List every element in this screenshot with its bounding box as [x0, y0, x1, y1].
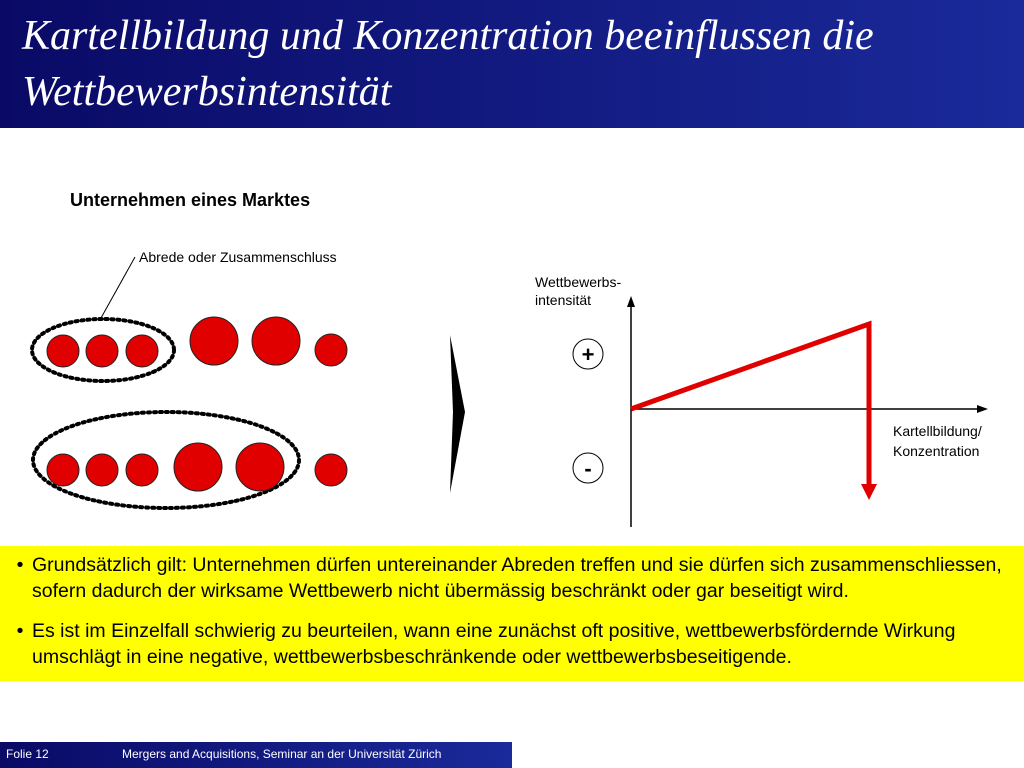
diagram-heading: Unternehmen eines Marktes	[70, 190, 311, 210]
footer-source: Mergers and Acquisitions, Seminar an der Universität Zürich	[122, 747, 442, 761]
x-axis-label: Kartellbildung/ Konzentration	[893, 423, 982, 459]
company-dot	[47, 335, 79, 367]
bullet-item	[8, 618, 1008, 670]
transition-arrow	[450, 335, 465, 493]
title-bar	[0, 0, 1024, 128]
plus-sign: +	[581, 342, 595, 367]
company-dot	[315, 454, 347, 486]
company-dot-large	[174, 443, 222, 491]
company-dot-large	[190, 317, 238, 365]
bullet-marker: •	[16, 554, 24, 576]
company-dot	[126, 454, 158, 486]
company-dot	[86, 454, 118, 486]
bullet-text: Grundsätzlich gilt: Unternehmen dürfen untereinander Abreden treffen und sie dürfen sich zusammenschliessen, sofern dadurch der wirksame Wettbewerb nicht übermässig beschränkt oder gar beseitigt wird.	[32, 554, 1002, 602]
company-dot	[86, 335, 118, 367]
company-dot-large	[252, 317, 300, 365]
trend-arrowhead	[861, 484, 877, 500]
callout-label: Abrede oder Zusammenschluss	[139, 249, 337, 265]
footer-bar	[0, 742, 512, 768]
slide-number: Folie 12	[6, 747, 49, 761]
company-dot	[126, 335, 158, 367]
bullet-item	[8, 552, 1008, 604]
minus-sign: -	[584, 456, 592, 481]
y-axis-arrowhead	[627, 296, 635, 307]
company-dot	[315, 334, 347, 366]
y-axis-label: Wettbewerbs- intensität	[535, 274, 622, 308]
company-dot	[47, 454, 79, 486]
bullet-text: Es ist im Einzelfall schwierig zu beurteilen, wann eine zunächst oft positive, wettbewerbsfördernde Wirkung umschlägt in eine negative, wettbewerbsbeschränkende oder wettbewerbsbeseitigende.	[32, 620, 956, 668]
market-diagram	[0, 128, 1024, 546]
key-points-list	[8, 552, 1008, 684]
x-axis-arrowhead	[977, 405, 988, 413]
competition-trend-line	[631, 324, 869, 486]
company-dot-large	[236, 443, 284, 491]
bullet-marker: •	[16, 620, 24, 642]
slide-title: Kartellbildung und Konzentration beeinflussen die Wettbewerbsintensität	[22, 13, 874, 115]
callout-leader-line	[101, 257, 135, 318]
